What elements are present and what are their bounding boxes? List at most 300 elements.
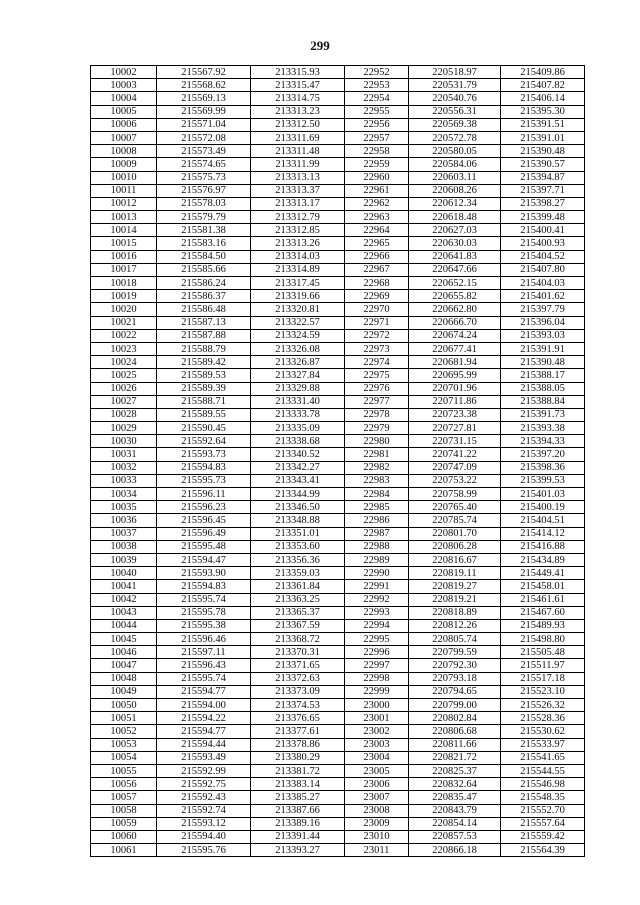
cell-y-coord-a: 213356.36 — [251, 553, 345, 566]
cell-point-id-b: 22971 — [345, 316, 409, 329]
cell-x-coord-b: 220819.21 — [409, 593, 501, 606]
cell-point-id-b: 23003 — [345, 738, 409, 751]
cell-y-coord-a: 213361.84 — [251, 580, 345, 593]
cell-x-coord-b: 220799.59 — [409, 646, 501, 659]
cell-point-id-b: 22998 — [345, 672, 409, 685]
cell-x-coord-a: 215589.42 — [157, 356, 251, 369]
table-row — [91, 474, 585, 487]
cell-y-coord-b: 215406.14 — [501, 92, 585, 105]
table-row — [91, 422, 585, 435]
cell-point-id-a: 10051 — [91, 712, 157, 725]
cell-y-coord-a: 213344.99 — [251, 488, 345, 501]
cell-point-id-b: 22974 — [345, 356, 409, 369]
cell-point-id-b: 22953 — [345, 79, 409, 92]
cell-y-coord-a: 213372.63 — [251, 672, 345, 685]
cell-point-id-b: 22993 — [345, 606, 409, 619]
page-number: 299 — [310, 38, 330, 53]
cell-x-coord-a: 215571.04 — [157, 118, 251, 131]
cell-point-id-b: 22976 — [345, 382, 409, 395]
cell-x-coord-a: 215572.08 — [157, 131, 251, 144]
table-row — [91, 738, 585, 751]
cell-x-coord-a: 215587.88 — [157, 329, 251, 342]
cell-y-coord-a: 213367.59 — [251, 619, 345, 632]
cell-y-coord-a: 213377.61 — [251, 725, 345, 738]
cell-point-id-a: 10006 — [91, 118, 157, 131]
cell-y-coord-a: 213326.87 — [251, 356, 345, 369]
cell-x-coord-b: 220727.81 — [409, 422, 501, 435]
table-row — [91, 66, 585, 79]
cell-x-coord-a: 215586.24 — [157, 277, 251, 290]
cell-y-coord-b: 215404.03 — [501, 277, 585, 290]
cell-x-coord-a: 215594.00 — [157, 699, 251, 712]
cell-y-coord-a: 213365.37 — [251, 606, 345, 619]
cell-point-id-a: 10057 — [91, 791, 157, 804]
cell-y-coord-a: 213327.84 — [251, 369, 345, 382]
cell-x-coord-b: 220802.84 — [409, 712, 501, 725]
cell-point-id-b: 23006 — [345, 778, 409, 791]
cell-y-coord-a: 213351.01 — [251, 527, 345, 540]
table-row — [91, 92, 585, 105]
cell-point-id-b: 22973 — [345, 342, 409, 355]
cell-y-coord-b: 215416.88 — [501, 540, 585, 553]
cell-y-coord-b: 215393.03 — [501, 329, 585, 342]
cell-y-coord-a: 213315.93 — [251, 66, 345, 79]
table-row — [91, 712, 585, 725]
cell-point-id-b: 22965 — [345, 237, 409, 250]
cell-x-coord-a: 215597.11 — [157, 646, 251, 659]
cell-x-coord-a: 215596.43 — [157, 659, 251, 672]
cell-y-coord-b: 215400.93 — [501, 237, 585, 250]
cell-point-id-b: 22964 — [345, 224, 409, 237]
cell-y-coord-b: 215557.64 — [501, 817, 585, 830]
cell-y-coord-b: 215388.05 — [501, 382, 585, 395]
table-row — [91, 725, 585, 738]
cell-x-coord-a: 215595.74 — [157, 672, 251, 685]
cell-point-id-b: 22982 — [345, 461, 409, 474]
cell-x-coord-b: 220819.27 — [409, 580, 501, 593]
cell-y-coord-a: 213359.03 — [251, 567, 345, 580]
cell-point-id-a: 10031 — [91, 448, 157, 461]
cell-y-coord-a: 213333.78 — [251, 408, 345, 421]
cell-x-coord-b: 220821.72 — [409, 751, 501, 764]
cell-x-coord-a: 215595.48 — [157, 540, 251, 553]
cell-y-coord-a: 213313.37 — [251, 184, 345, 197]
cell-x-coord-a: 215590.45 — [157, 422, 251, 435]
cell-point-id-a: 10040 — [91, 567, 157, 580]
cell-x-coord-b: 220816.67 — [409, 553, 501, 566]
table-row — [91, 699, 585, 712]
cell-x-coord-b: 220677.41 — [409, 342, 501, 355]
cell-y-coord-a: 213313.26 — [251, 237, 345, 250]
cell-x-coord-a: 215594.22 — [157, 712, 251, 725]
cell-x-coord-a: 215595.76 — [157, 844, 251, 857]
cell-y-coord-a: 213346.50 — [251, 501, 345, 514]
cell-y-coord-b: 215395.30 — [501, 105, 585, 118]
cell-x-coord-b: 220792.30 — [409, 659, 501, 672]
cell-point-id-b: 23005 — [345, 764, 409, 777]
cell-point-id-a: 10028 — [91, 408, 157, 421]
table-row — [91, 118, 585, 131]
table-row — [91, 290, 585, 303]
cell-point-id-b: 22962 — [345, 197, 409, 210]
cell-x-coord-a: 215592.99 — [157, 764, 251, 777]
cell-y-coord-b: 215511.97 — [501, 659, 585, 672]
table-row — [91, 646, 585, 659]
cell-point-id-a: 10044 — [91, 619, 157, 632]
cell-x-coord-b: 220801.70 — [409, 527, 501, 540]
cell-x-coord-b: 220681.94 — [409, 356, 501, 369]
cell-x-coord-b: 220711.86 — [409, 395, 501, 408]
cell-y-coord-b: 215498.80 — [501, 633, 585, 646]
cell-x-coord-a: 215594.77 — [157, 685, 251, 698]
table-row — [91, 277, 585, 290]
cell-x-coord-a: 215581.38 — [157, 224, 251, 237]
table-row — [91, 764, 585, 777]
table-row — [91, 804, 585, 817]
table-row — [91, 369, 585, 382]
cell-point-id-b: 22981 — [345, 448, 409, 461]
cell-y-coord-b: 215390.48 — [501, 145, 585, 158]
cell-point-id-a: 10020 — [91, 303, 157, 316]
cell-y-coord-a: 213340.52 — [251, 448, 345, 461]
table-row — [91, 250, 585, 263]
cell-point-id-a: 10055 — [91, 764, 157, 777]
cell-x-coord-b: 220753.22 — [409, 474, 501, 487]
cell-x-coord-a: 215574.65 — [157, 158, 251, 171]
cell-y-coord-b: 215523.10 — [501, 685, 585, 698]
cell-x-coord-a: 215573.49 — [157, 145, 251, 158]
cell-y-coord-b: 215391.01 — [501, 131, 585, 144]
cell-point-id-b: 22988 — [345, 540, 409, 553]
cell-x-coord-b: 220806.28 — [409, 540, 501, 553]
cell-y-coord-a: 213378.86 — [251, 738, 345, 751]
cell-point-id-b: 23009 — [345, 817, 409, 830]
cell-x-coord-a: 215586.37 — [157, 290, 251, 303]
cell-y-coord-b: 215414.12 — [501, 527, 585, 540]
cell-point-id-a: 10007 — [91, 131, 157, 144]
cell-point-id-b: 22979 — [345, 422, 409, 435]
cell-y-coord-b: 215390.48 — [501, 356, 585, 369]
table-row — [91, 778, 585, 791]
cell-y-coord-b: 215467.60 — [501, 606, 585, 619]
cell-point-id-a: 10060 — [91, 830, 157, 843]
cell-y-coord-a: 213381.72 — [251, 764, 345, 777]
cell-x-coord-b: 220723.38 — [409, 408, 501, 421]
table-row — [91, 408, 585, 421]
cell-x-coord-b: 220832.64 — [409, 778, 501, 791]
cell-x-coord-b: 220785.74 — [409, 514, 501, 527]
cell-point-id-b: 22994 — [345, 619, 409, 632]
cell-x-coord-b: 220630.03 — [409, 237, 501, 250]
cell-x-coord-b: 220747.09 — [409, 461, 501, 474]
cell-x-coord-a: 215596.49 — [157, 527, 251, 540]
cell-point-id-a: 10046 — [91, 646, 157, 659]
cell-point-id-a: 10002 — [91, 66, 157, 79]
cell-x-coord-a: 215592.74 — [157, 804, 251, 817]
table-row — [91, 580, 585, 593]
cell-point-id-a: 10011 — [91, 184, 157, 197]
cell-point-id-a: 10004 — [91, 92, 157, 105]
cell-y-coord-a: 213373.09 — [251, 685, 345, 698]
cell-x-coord-a: 215594.47 — [157, 553, 251, 566]
table-row — [91, 145, 585, 158]
cell-x-coord-a: 215569.13 — [157, 92, 251, 105]
cell-point-id-b: 22989 — [345, 553, 409, 566]
cell-point-id-b: 22992 — [345, 593, 409, 606]
cell-point-id-b: 22991 — [345, 580, 409, 593]
cell-y-coord-a: 213385.27 — [251, 791, 345, 804]
coordinates-table-body — [91, 66, 585, 857]
cell-y-coord-b: 215407.82 — [501, 79, 585, 92]
table-row — [91, 224, 585, 237]
table-row — [91, 461, 585, 474]
cell-point-id-b: 22978 — [345, 408, 409, 421]
cell-point-id-b: 22972 — [345, 329, 409, 342]
cell-y-coord-a: 213315.47 — [251, 79, 345, 92]
cell-point-id-b: 22996 — [345, 646, 409, 659]
cell-x-coord-b: 220854.14 — [409, 817, 501, 830]
cell-y-coord-b: 215393.38 — [501, 422, 585, 435]
cell-y-coord-a: 213322.57 — [251, 316, 345, 329]
cell-point-id-b: 22958 — [345, 145, 409, 158]
cell-y-coord-a: 213368.72 — [251, 633, 345, 646]
table-row — [91, 567, 585, 580]
cell-y-coord-b: 215505.48 — [501, 646, 585, 659]
cell-y-coord-a: 213324.59 — [251, 329, 345, 342]
cell-y-coord-a: 213331.40 — [251, 395, 345, 408]
cell-y-coord-b: 215390.57 — [501, 158, 585, 171]
cell-x-coord-b: 220812.26 — [409, 619, 501, 632]
cell-x-coord-a: 215588.71 — [157, 395, 251, 408]
cell-y-coord-a: 213312.79 — [251, 211, 345, 224]
cell-x-coord-b: 220731.15 — [409, 435, 501, 448]
cell-point-id-a: 10029 — [91, 422, 157, 435]
cell-x-coord-a: 215595.73 — [157, 474, 251, 487]
cell-point-id-a: 10043 — [91, 606, 157, 619]
cell-point-id-b: 22967 — [345, 263, 409, 276]
cell-point-id-a: 10058 — [91, 804, 157, 817]
cell-x-coord-a: 215575.73 — [157, 171, 251, 184]
cell-y-coord-b: 215559.42 — [501, 830, 585, 843]
cell-y-coord-b: 215461.61 — [501, 593, 585, 606]
cell-x-coord-b: 220843.79 — [409, 804, 501, 817]
cell-y-coord-b: 215396.04 — [501, 316, 585, 329]
cell-y-coord-a: 213320.81 — [251, 303, 345, 316]
cell-x-coord-b: 220618.48 — [409, 211, 501, 224]
cell-point-id-b: 23004 — [345, 751, 409, 764]
table-row — [91, 303, 585, 316]
cell-y-coord-a: 213314.75 — [251, 92, 345, 105]
cell-y-coord-b: 215544.55 — [501, 764, 585, 777]
cell-point-id-a: 10050 — [91, 699, 157, 712]
table-row — [91, 606, 585, 619]
cell-x-coord-a: 215594.77 — [157, 725, 251, 738]
cell-x-coord-b: 220572.78 — [409, 131, 501, 144]
table-row — [91, 659, 585, 672]
cell-x-coord-a: 215595.74 — [157, 593, 251, 606]
table-row — [91, 501, 585, 514]
cell-x-coord-a: 215595.38 — [157, 619, 251, 632]
cell-point-id-a: 10026 — [91, 382, 157, 395]
cell-x-coord-b: 220674.24 — [409, 329, 501, 342]
table-row — [91, 395, 585, 408]
cell-y-coord-b: 215517.18 — [501, 672, 585, 685]
cell-y-coord-b: 215528.36 — [501, 712, 585, 725]
cell-x-coord-b: 220866.18 — [409, 844, 501, 857]
cell-point-id-a: 10056 — [91, 778, 157, 791]
cell-point-id-a: 10021 — [91, 316, 157, 329]
cell-y-coord-b: 215397.71 — [501, 184, 585, 197]
cell-point-id-b: 22984 — [345, 488, 409, 501]
cell-x-coord-b: 220765.40 — [409, 501, 501, 514]
cell-y-coord-b: 215489.93 — [501, 619, 585, 632]
cell-x-coord-a: 215592.64 — [157, 435, 251, 448]
table-row — [91, 817, 585, 830]
cell-point-id-a: 10054 — [91, 751, 157, 764]
cell-y-coord-a: 213335.09 — [251, 422, 345, 435]
cell-y-coord-a: 213311.69 — [251, 131, 345, 144]
cell-y-coord-b: 215530.62 — [501, 725, 585, 738]
cell-y-coord-a: 213312.85 — [251, 224, 345, 237]
cell-x-coord-a: 215588.79 — [157, 342, 251, 355]
coordinates-table — [90, 65, 585, 857]
cell-x-coord-b: 220662.80 — [409, 303, 501, 316]
cell-point-id-b: 22966 — [345, 250, 409, 263]
cell-point-id-b: 23011 — [345, 844, 409, 857]
cell-y-coord-b: 215541.65 — [501, 751, 585, 764]
cell-x-coord-a: 215578.03 — [157, 197, 251, 210]
cell-y-coord-b: 215409.86 — [501, 66, 585, 79]
cell-point-id-a: 10022 — [91, 329, 157, 342]
cell-y-coord-b: 215388.17 — [501, 369, 585, 382]
table-row — [91, 356, 585, 369]
cell-x-coord-b: 220652.15 — [409, 277, 501, 290]
cell-point-id-b: 22955 — [345, 105, 409, 118]
cell-point-id-a: 10038 — [91, 540, 157, 553]
table-row — [91, 619, 585, 632]
cell-x-coord-b: 220695.99 — [409, 369, 501, 382]
cell-y-coord-b: 215458.01 — [501, 580, 585, 593]
cell-point-id-b: 22954 — [345, 92, 409, 105]
cell-point-id-b: 22983 — [345, 474, 409, 487]
cell-y-coord-a: 213311.99 — [251, 158, 345, 171]
cell-x-coord-b: 220580.05 — [409, 145, 501, 158]
cell-x-coord-b: 220701.96 — [409, 382, 501, 395]
cell-x-coord-b: 220531.79 — [409, 79, 501, 92]
cell-point-id-b: 22980 — [345, 435, 409, 448]
cell-point-id-a: 10053 — [91, 738, 157, 751]
cell-point-id-a: 10032 — [91, 461, 157, 474]
cell-point-id-a: 10034 — [91, 488, 157, 501]
cell-x-coord-b: 220627.03 — [409, 224, 501, 237]
cell-x-coord-b: 220584.06 — [409, 158, 501, 171]
cell-y-coord-a: 213348.88 — [251, 514, 345, 527]
cell-x-coord-a: 215593.49 — [157, 751, 251, 764]
table-row — [91, 263, 585, 276]
cell-y-coord-b: 215552.70 — [501, 804, 585, 817]
cell-point-id-b: 22960 — [345, 171, 409, 184]
cell-x-coord-b: 220805.74 — [409, 633, 501, 646]
cell-y-coord-b: 215399.48 — [501, 211, 585, 224]
cell-point-id-b: 22956 — [345, 118, 409, 131]
cell-point-id-b: 23008 — [345, 804, 409, 817]
cell-point-id-a: 10033 — [91, 474, 157, 487]
cell-point-id-a: 10041 — [91, 580, 157, 593]
table-row — [91, 751, 585, 764]
table-row — [91, 830, 585, 843]
cell-y-coord-b: 215449.41 — [501, 567, 585, 580]
cell-y-coord-a: 213376.65 — [251, 712, 345, 725]
cell-y-coord-a: 213353.60 — [251, 540, 345, 553]
table-row — [91, 633, 585, 646]
table-row — [91, 197, 585, 210]
cell-y-coord-a: 213313.17 — [251, 197, 345, 210]
table-row — [91, 553, 585, 566]
table-row — [91, 540, 585, 553]
table-row — [91, 105, 585, 118]
cell-point-id-b: 22963 — [345, 211, 409, 224]
cell-x-coord-a: 215586.48 — [157, 303, 251, 316]
cell-x-coord-b: 220518.97 — [409, 66, 501, 79]
cell-point-id-a: 10016 — [91, 250, 157, 263]
table-row — [91, 844, 585, 857]
cell-point-id-b: 23010 — [345, 830, 409, 843]
cell-point-id-a: 10010 — [91, 171, 157, 184]
table-row — [91, 329, 585, 342]
table-row — [91, 79, 585, 92]
cell-point-id-b: 22961 — [345, 184, 409, 197]
cell-x-coord-a: 215583.16 — [157, 237, 251, 250]
cell-y-coord-a: 213314.89 — [251, 263, 345, 276]
cell-point-id-a: 10037 — [91, 527, 157, 540]
cell-x-coord-a: 215585.66 — [157, 263, 251, 276]
table-row — [91, 316, 585, 329]
cell-y-coord-b: 215404.51 — [501, 514, 585, 527]
cell-point-id-a: 10027 — [91, 395, 157, 408]
cell-y-coord-a: 213312.50 — [251, 118, 345, 131]
cell-y-coord-b: 215398.27 — [501, 197, 585, 210]
cell-y-coord-b: 215548.35 — [501, 791, 585, 804]
cell-point-id-a: 10049 — [91, 685, 157, 698]
cell-x-coord-a: 215584.50 — [157, 250, 251, 263]
cell-x-coord-b: 220799.00 — [409, 699, 501, 712]
cell-point-id-a: 10003 — [91, 79, 157, 92]
cell-point-id-a: 10024 — [91, 356, 157, 369]
table-row — [91, 237, 585, 250]
cell-x-coord-b: 220825.37 — [409, 764, 501, 777]
cell-x-coord-a: 215594.44 — [157, 738, 251, 751]
cell-x-coord-b: 220794.65 — [409, 685, 501, 698]
cell-x-coord-a: 215592.75 — [157, 778, 251, 791]
cell-x-coord-a: 215595.78 — [157, 606, 251, 619]
cell-x-coord-b: 220655.82 — [409, 290, 501, 303]
cell-x-coord-b: 220647.66 — [409, 263, 501, 276]
table-row — [91, 382, 585, 395]
cell-x-coord-a: 215592.43 — [157, 791, 251, 804]
cell-y-coord-b: 215399.53 — [501, 474, 585, 487]
cell-y-coord-a: 213317.45 — [251, 277, 345, 290]
table-row — [91, 488, 585, 501]
cell-x-coord-b: 220741.22 — [409, 448, 501, 461]
cell-x-coord-a: 215593.12 — [157, 817, 251, 830]
cell-y-coord-a: 213363.25 — [251, 593, 345, 606]
cell-point-id-a: 10042 — [91, 593, 157, 606]
cell-point-id-b: 23001 — [345, 712, 409, 725]
cell-point-id-a: 10009 — [91, 158, 157, 171]
cell-point-id-a: 10019 — [91, 290, 157, 303]
cell-point-id-a: 10030 — [91, 435, 157, 448]
cell-y-coord-b: 215398.36 — [501, 461, 585, 474]
